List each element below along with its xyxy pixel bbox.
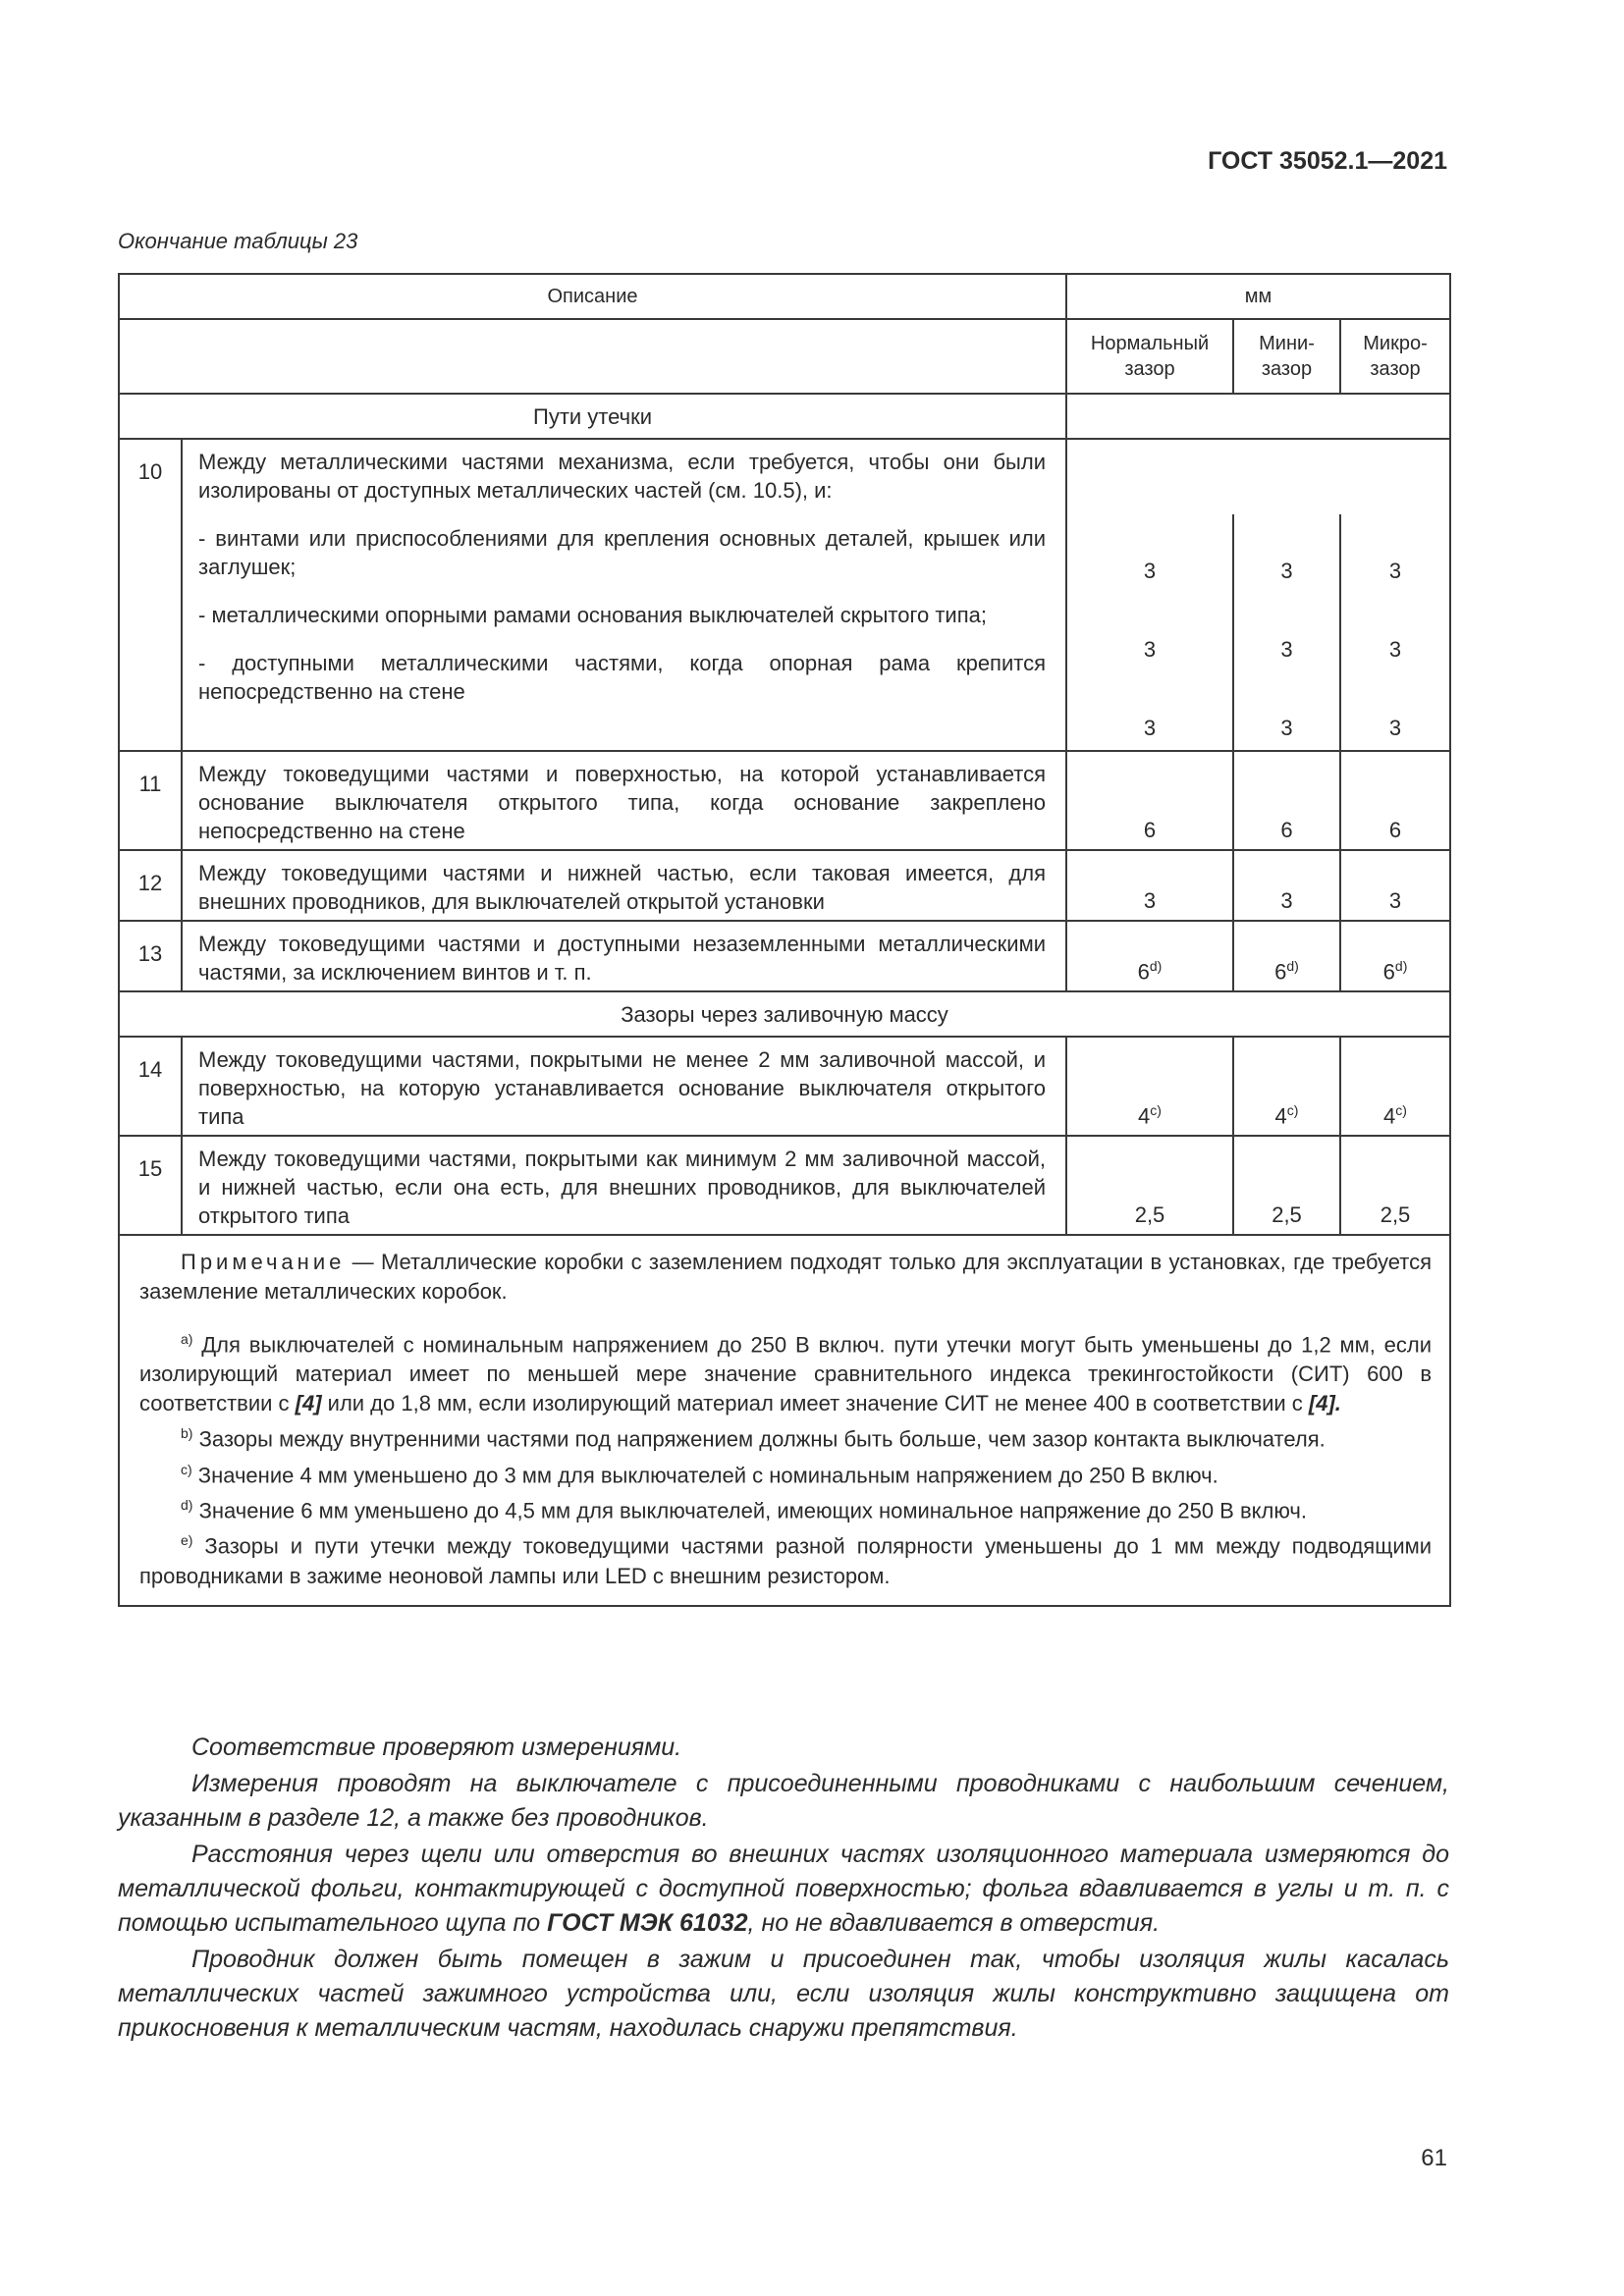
row-15-normal: 2,5 [1066, 1136, 1233, 1235]
section-creepage-right [1066, 394, 1450, 439]
row-10-intro: Между металлическими частями механизма, если требуется, чтобы они были изолированы от доступных металлических частей (см. 10.5), и: [198, 450, 1046, 503]
row-14-mini: 4$^{c)}$ [1233, 1037, 1340, 1136]
row-14-micro: 4$^{c)}$ [1340, 1037, 1450, 1136]
row-13-normal: 6$^{d)}$ [1066, 921, 1233, 991]
body-paragraph-3: Расстояния через щели или отверстия во внешних частях изоляционного материала измеряются до металлической фольги, контактирующей с доступной поверхностью; фольга вдавливается в углы и т. п. с помощью испытательного щупа по ГОСТ МЭК 61032, но не вдавливается в отверстия. [118, 1841, 1449, 1937]
header-normal-gap: Нормальный зазор [1066, 319, 1233, 394]
row-14-normal: 4$^{c)}$ [1066, 1037, 1233, 1136]
row-11-normal: 6 [1066, 751, 1233, 850]
table-notes [119, 1235, 1450, 1606]
header-empty [119, 319, 1066, 394]
header-description: Описание [119, 274, 1066, 319]
row-10-sub-1-normal: 3 [1067, 514, 1234, 593]
row-10-sub-3-micro: 3 [1388, 716, 1402, 740]
note-text: — Металлические коробки с заземлением подходят только для эксплуатации в установках, где требуется заземление металлических коробок. [139, 1250, 1433, 1304]
row-number: 10 [119, 439, 182, 751]
row-11-micro: 6 [1340, 751, 1450, 850]
row-number: 15 [119, 1136, 182, 1235]
row-description: Между токоведущими частями и нижней частью, если таковая имеется, для внешних проводников, для выключателей открытой установки [182, 850, 1066, 921]
body-paragraph-1: Соответствие проверяют измерениями. [191, 1734, 682, 1761]
row-10-sub-2-micro: 3 [1388, 637, 1402, 662]
footnote-c: $^{c)}$ Значение 4 мм уменьшено до 3 мм для выключателей с номинальным напряжением до 250 В включ. [181, 1461, 1218, 1487]
row-number: 11 [119, 751, 182, 850]
row-description: Между токоведущими частями и поверхностью, на которой устанавливается основание выключателя открытого типа, когда основание закреплено непосредственно на стене [182, 751, 1066, 850]
row-10-sub-2: - металлическими опорными рамами основания выключателей скрытого типа; [198, 603, 987, 627]
header-micro-gap: Микро-зазор [1340, 319, 1450, 394]
table-row [119, 1136, 1450, 1235]
table-row [119, 850, 1450, 921]
row-10-sub-1-micro: 3 [1388, 559, 1402, 583]
table-row [119, 751, 1450, 850]
footnote-d: $^{d)}$ Значение 6 мм уменьшено до 4,5 мм для выключателей, имеющих номинальное напряжение до 250 В включ. [181, 1496, 1307, 1523]
row-10-sub-2-normal: 3 [1067, 593, 1234, 671]
row-description: Между токоведущими частями, покрытыми как минимум 2 мм заливочной массой, и нижней частью, если она есть, для внешних проводников, для выключателей открытого типа [182, 1136, 1066, 1235]
row-15-micro: 2,5 [1340, 1136, 1450, 1235]
table-continuation-caption: Окончание таблицы 23 [118, 229, 358, 253]
header-mm: мм [1066, 274, 1450, 319]
row-11-mini: 6 [1233, 751, 1340, 850]
section-creepage: Пути утечки [119, 394, 1066, 439]
footnote-a: $^{a)}$ Для выключателей с номинальным напряжением до 250 В включ. пути утечки могут быть уменьшены до 1,2 мм, если изолирующий материал имеет по меньшей мере значение сравнительного индекса трекингостойкости (СИТ) 600 в соответствии с [4] или до 1,8 мм, если изолирующий материал имеет значение СИТ не менее 400 в соответствии с [4]. [139, 1331, 1433, 1416]
table-row [119, 1037, 1450, 1136]
row-13-micro: 6$^{d)}$ [1340, 921, 1450, 991]
body-text [118, 1731, 1449, 2048]
row-10-sub-1-mini: 3 [1234, 514, 1341, 593]
page-number: 61 [1421, 2145, 1447, 2171]
footnote-b: $^{b)}$ Зазоры между внутренними частями под напряжением должны быть больше, чем зазор контакта выключателя. [181, 1425, 1326, 1452]
note [139, 1248, 1432, 1307]
row-15-mini: 2,5 [1233, 1136, 1340, 1235]
standard-number: ГОСТ 35052.1—2021 [1208, 147, 1447, 175]
row-10-sub-2-mini: 3 [1234, 593, 1341, 671]
row-number: 14 [119, 1037, 182, 1136]
footnote-e: $^{e)}$ Зазоры и пути утечки между токоведущими частями разной полярности уменьшены до 1 мм между подводящими проводниками в зажиме неоновой лампы или LED с внешним резистором. [139, 1532, 1433, 1588]
row-10-sub-3-normal: 3 [1067, 671, 1234, 750]
standard-reference: ГОСТ МЭК 61032 [547, 1909, 748, 1937]
row-number: 12 [119, 850, 182, 921]
section-compound: Зазоры через заливочную массу [119, 991, 1450, 1037]
row-12-normal: 3 [1066, 850, 1233, 921]
note-label: Примечание [181, 1250, 346, 1274]
table-row [119, 439, 1450, 751]
row-10-sub-1: - винтами или приспособлениями для крепления основных деталей, крышек или заглушек; [198, 526, 1046, 579]
row-12-mini: 3 [1233, 850, 1340, 921]
row-13-mini: 6$^{d)}$ [1233, 921, 1340, 991]
row-10-sub-3-mini: 3 [1234, 671, 1341, 750]
header-mini-gap: Мини-зазор [1233, 319, 1340, 394]
table-row [119, 921, 1450, 991]
row-number: 13 [119, 921, 182, 991]
body-paragraph-4: Проводник должен быть помещен в зажим и присоединен так, чтобы изоляция жилы касалась металлических частей зажимного устройства или, если изоляция жилы конструктивно защищена от прикосновения к металлическим частям, находилась снаружи препятствия. [118, 1946, 1449, 2042]
row-description: Между токоведущими частями и доступными незаземленными металлическими частями, за исключением винтов и т. п. [182, 921, 1066, 991]
row-12-micro: 3 [1340, 850, 1450, 921]
body-paragraph-2: Измерения проводят на выключателе с присоединенными проводниками с наибольшим сечением, указанным в разделе 12, а также без проводников. [118, 1770, 1449, 1832]
row-10-sub-3: - доступными металлическими частями, когда опорная рама крепится непосредственно на стене [198, 651, 1046, 704]
row-description: Между токоведущими частями, покрытыми не менее 2 мм заливочной массой, и поверхностью, на которую устанавливается основание выключателя открытого типа [182, 1037, 1066, 1136]
clearance-table [118, 273, 1451, 1607]
row-description [182, 439, 1066, 751]
